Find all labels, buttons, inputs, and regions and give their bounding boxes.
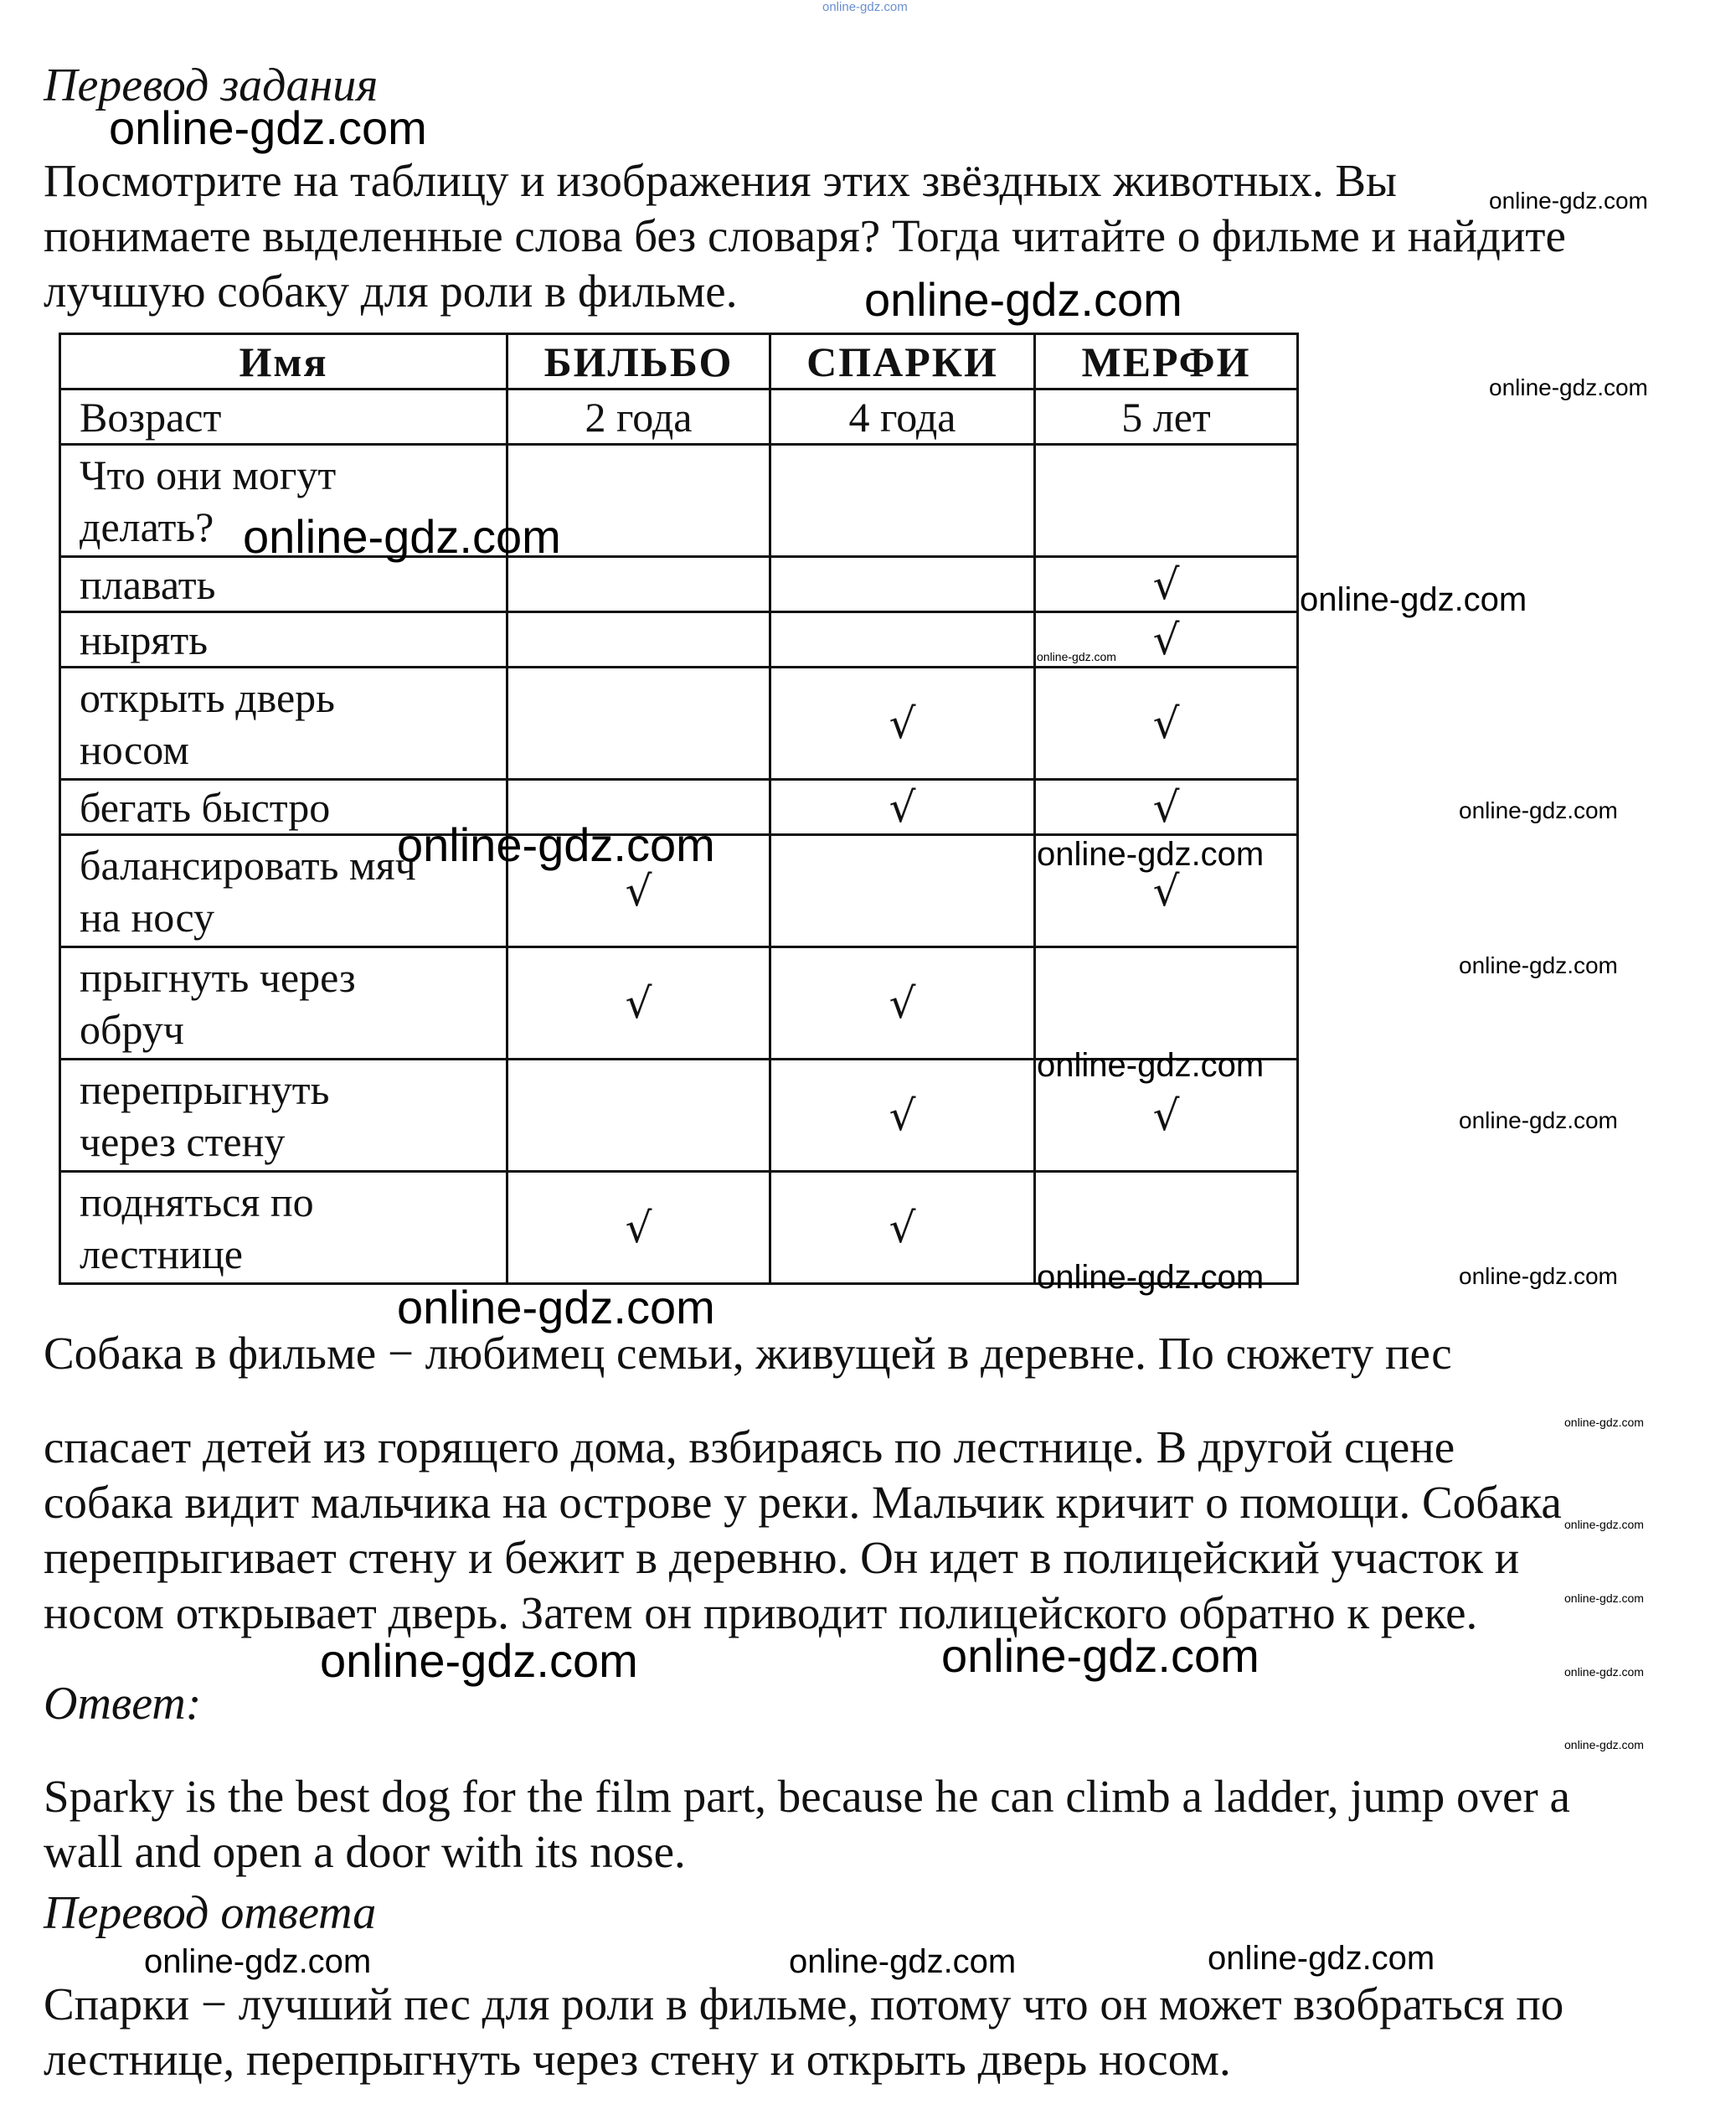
check-cell [770, 947, 1035, 1060]
row-label-line: на носу [80, 893, 214, 941]
check-mark-icon: √ [889, 699, 916, 748]
answer-line: Sparky is the best dog for the film part, because he can climb a ladder, jump over a [44, 1771, 1570, 1822]
watermark: online-gdz.com [1037, 650, 1116, 663]
row-label-cell [60, 947, 507, 1060]
watermark: online-gdz.com [243, 510, 561, 563]
table-header-row [60, 334, 1298, 389]
task-text-line: Посмотрите на таблицу и изображения этих звёздных животных. Вы [44, 155, 1397, 206]
skill-row [60, 947, 1298, 1060]
empty-cell [1035, 445, 1298, 557]
check-mark-icon: √ [1152, 560, 1180, 609]
watermark: online-gdz.com [1564, 1416, 1644, 1429]
skill-row [60, 557, 1298, 612]
watermark: online-gdz.com [1459, 952, 1618, 978]
row-label-line: перепрыгнуть [80, 1065, 330, 1113]
watermark: online-gdz.com [144, 1943, 372, 1980]
column-header-3: МЕРФИ [1035, 334, 1298, 389]
empty-cell [507, 612, 770, 668]
check-cell [770, 780, 1035, 835]
watermark: online-gdz.com [1564, 1738, 1644, 1751]
row-label-cell [60, 1060, 507, 1172]
watermark: online-gdz.com [1489, 374, 1648, 400]
task-translation-heading: Перевод задания [44, 59, 379, 111]
watermark: online-gdz.com [1037, 1259, 1265, 1296]
row-label-line: балансировать мяч [80, 841, 416, 889]
task-text-line: понимаете выделенные слова без словаря? Тогда читайте о фильме и найдите [44, 210, 1566, 261]
watermark: online-gdz.com [1489, 188, 1648, 214]
check-mark-icon: √ [625, 978, 652, 1028]
row-label-line: плавать [80, 560, 216, 608]
age-row [60, 389, 1298, 445]
row-label-cell [60, 612, 507, 668]
check-cell [770, 668, 1035, 780]
watermark: online-gdz.com [1459, 1263, 1618, 1289]
task-text-line: лучшую собаку для роли в фильме. [44, 266, 738, 317]
watermark: online-gdz.com [320, 1634, 638, 1687]
watermark: online-gdz.com [1564, 1591, 1644, 1605]
answer-translation-text [44, 1977, 1563, 2087]
watermark: online-gdz.com [1564, 1518, 1644, 1531]
row-label-line: прыгнуть через [80, 953, 356, 1001]
check-mark-icon: √ [1152, 782, 1180, 832]
check-mark-icon: √ [1152, 866, 1180, 916]
row-label-line: открыть дверь [80, 673, 335, 721]
watermark: online-gdz.com [1208, 1940, 1435, 1977]
check-mark-icon: √ [889, 1203, 916, 1252]
empty-cell [770, 557, 1035, 612]
check-cell [507, 1172, 770, 1284]
check-mark-icon: √ [889, 978, 916, 1028]
age-value-cell: 4 года [770, 389, 1035, 445]
watermark: online-gdz.com [1037, 1047, 1265, 1084]
story-line-1: Собака в фильме − любимец семьи, живущей в деревне. По сюжету пес [44, 1328, 1452, 1379]
answer-text [44, 1769, 1570, 1880]
check-mark-icon: √ [889, 1091, 916, 1140]
check-cell [507, 947, 770, 1060]
answer-line: wall and open a door with its nose. [44, 1826, 686, 1877]
watermark: online-gdz.com [1459, 1107, 1618, 1133]
check-mark-icon: √ [1152, 615, 1180, 664]
check-cell [770, 1060, 1035, 1172]
check-cell [770, 1172, 1035, 1284]
row-label-line: подняться по [80, 1178, 314, 1225]
empty-cell [770, 835, 1035, 947]
row-label-line: нырять [80, 616, 209, 663]
task-text [44, 153, 1566, 319]
answer-translation-line: лестнице, перепрыгнуть через стену и открыть дверь носом. [44, 2034, 1231, 2085]
watermark: online-gdz.com [109, 101, 427, 154]
story-line: спасает детей из горящего дома, взбираясь по лестнице. В другой сцене [44, 1421, 1455, 1473]
watermark: online-gdz.com [1037, 836, 1265, 873]
check-mark-icon: √ [625, 1203, 652, 1252]
row-label-line: лестнице [80, 1230, 243, 1277]
answer-translation-heading: Перевод ответа [44, 1887, 377, 1939]
dogs-skills-table [59, 333, 1299, 1285]
watermark: online-gdz.com [864, 273, 1182, 326]
story-text [44, 1420, 1562, 1641]
row-label-cell [60, 1172, 507, 1284]
column-header-1: БИЛЬБО [507, 334, 770, 389]
column-header-2: СПАРКИ [770, 334, 1035, 389]
check-mark-icon: √ [1152, 1091, 1180, 1140]
row-label-line: через стену [80, 1117, 286, 1165]
skill-row [60, 668, 1298, 780]
check-cell [1035, 780, 1298, 835]
story-line: перепрыгивает стену и бежит в деревню. Он идет в полицейский участок и [44, 1532, 1520, 1583]
story-line: собака видит мальчика на острове у реки. Мальчик кричит о помощи. Собака [44, 1477, 1562, 1528]
row-label-line: делать? [80, 503, 214, 550]
check-cell [1035, 668, 1298, 780]
watermark: online-gdz.com [397, 1281, 715, 1333]
empty-cell [507, 668, 770, 780]
age-value-cell: 5 лет [1035, 389, 1298, 445]
check-mark-icon: √ [1152, 699, 1180, 748]
story-line: носом открывает дверь. Затем он приводит полицейского обратно к реке. [44, 1587, 1478, 1638]
watermark: online-gdz.com [397, 818, 715, 871]
check-mark-icon: √ [889, 782, 916, 832]
watermark: online-gdz.com [1300, 581, 1527, 618]
row-label-line: Что они могут [80, 451, 337, 498]
row-label-line: обруч [80, 1005, 184, 1053]
age-value-cell: 2 года [507, 389, 770, 445]
age-label-cell: Возраст [60, 389, 507, 445]
column-header-0: Имя [60, 334, 507, 389]
watermark-top: online-gdz.com [822, 0, 908, 14]
answer-translation-line: Спарки − лучший пес для роли в фильме, потому что он может взобраться по [44, 1978, 1564, 2030]
empty-cell [507, 557, 770, 612]
row-label-cell [60, 557, 507, 612]
check-mark-icon: √ [625, 866, 652, 916]
watermark: online-gdz.com [1459, 797, 1618, 823]
check-cell [1035, 557, 1298, 612]
empty-cell [770, 445, 1035, 557]
watermark: online-gdz.com [789, 1943, 1017, 1980]
empty-cell [770, 612, 1035, 668]
watermark: online-gdz.com [1564, 1665, 1644, 1679]
empty-cell [507, 1060, 770, 1172]
row-label-line: бегать быстро [80, 783, 331, 831]
watermark: online-gdz.com [941, 1629, 1260, 1682]
row-label-cell [60, 668, 507, 780]
row-label-line: носом [80, 725, 189, 773]
answer-heading: Ответ: [44, 1678, 202, 1730]
empty-cell [1035, 947, 1298, 1060]
